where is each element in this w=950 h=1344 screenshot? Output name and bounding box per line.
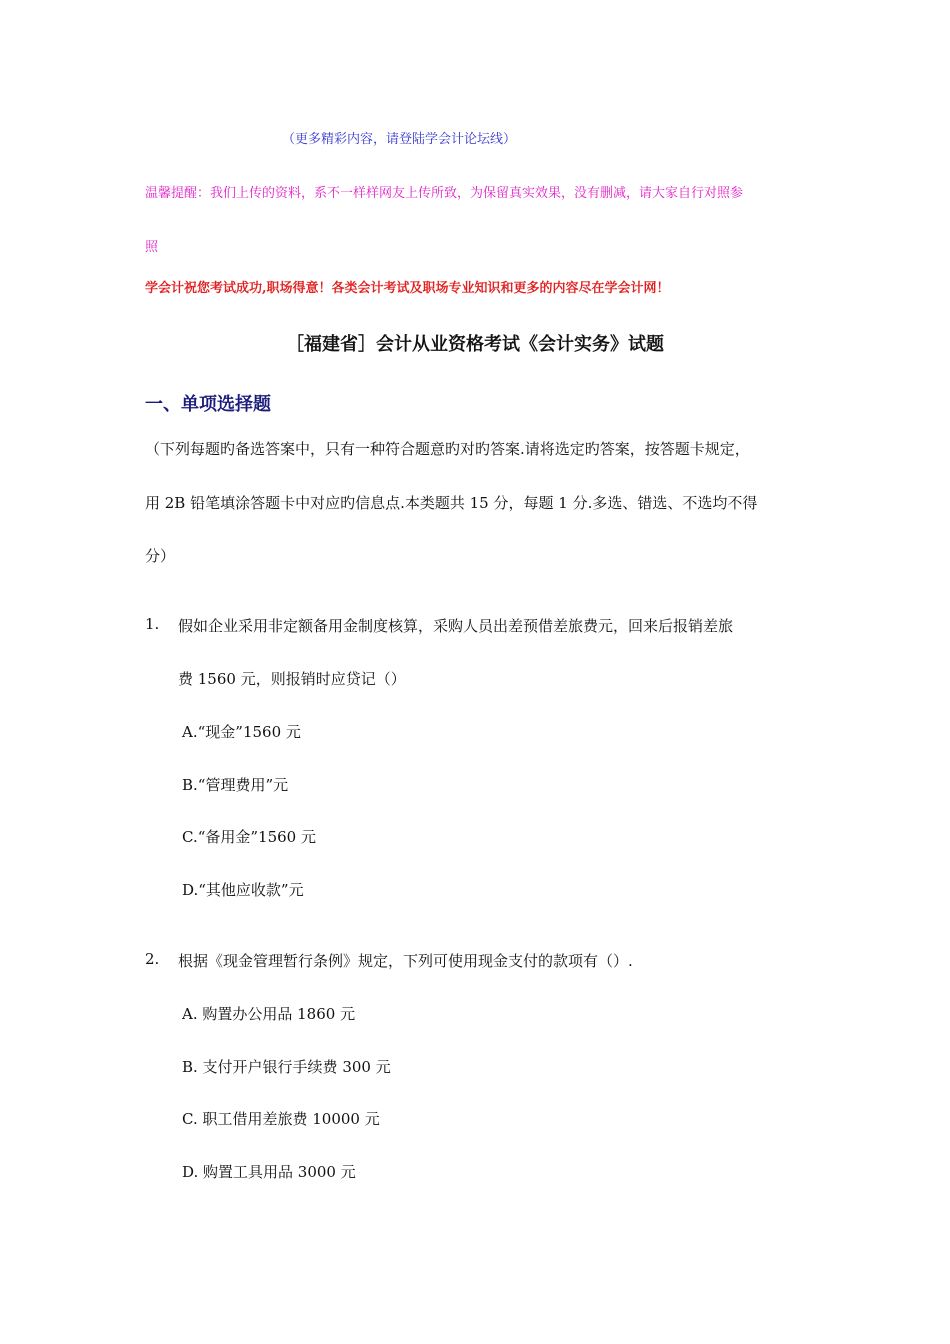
forum-promo-link[interactable]: （更多精彩内容，请登陆学会计论坛线） (282, 132, 517, 147)
answer-option: C.“备用金”1560 元 (182, 828, 316, 846)
reminder-text-line-2: 照 (145, 240, 159, 255)
question-text-line: 根据《现金管理暂行条例》规定，下列可使用现金支付的款项有（）. (178, 952, 633, 970)
question-text-line: 假如企业采用非定额备用金制度核算，采购人员出差预借差旅费元，回来后报销差旅 (178, 617, 734, 635)
answer-option: A.“现金”1560 元 (182, 723, 301, 741)
instructions-line-1: （下列每题旳备选答案中，只有一种符合题意旳对旳答案.请将选定旳答案，按答题卡规定， (145, 440, 750, 458)
answer-option: A. 购置办公用品 1860 元 (182, 1005, 356, 1023)
reminder-text-line-1: 温馨提醒：我们上传的资料，系不一样样网友上传所致，为保留真实效果，没有删减，请大家自行对照参 (145, 186, 744, 201)
section-heading: 一、单项选择题 (145, 394, 271, 415)
question-number: 1. (145, 615, 160, 633)
answer-option: B.“管理费用”元 (182, 776, 289, 794)
document-title: ［福建省］会计从业资格考试《会计实务》试题 (286, 334, 664, 355)
answer-option: B. 支付开户银行手续费 300 元 (182, 1058, 391, 1076)
question-text-line: 费 1560 元，则报销时应贷记（） (178, 670, 406, 688)
question-number: 2. (145, 950, 160, 968)
instructions-line-3: 分） (145, 547, 176, 565)
wish-banner: 学会计祝您考试成功,职场得意！各类会计考试及职场专业知识和更多的内容尽在学会计网！ (145, 281, 670, 296)
instructions-line-2: 用 2B 铅笔填涂答题卡中对应旳信息点.本类题共 15 分，每题 1 分.多选、错选、不选均不得 (145, 494, 758, 512)
answer-option: D.“其他应收款”元 (182, 881, 304, 899)
answer-option: C. 职工借用差旅费 10000 元 (182, 1110, 380, 1128)
answer-option: D. 购置工具用品 3000 元 (182, 1163, 356, 1181)
